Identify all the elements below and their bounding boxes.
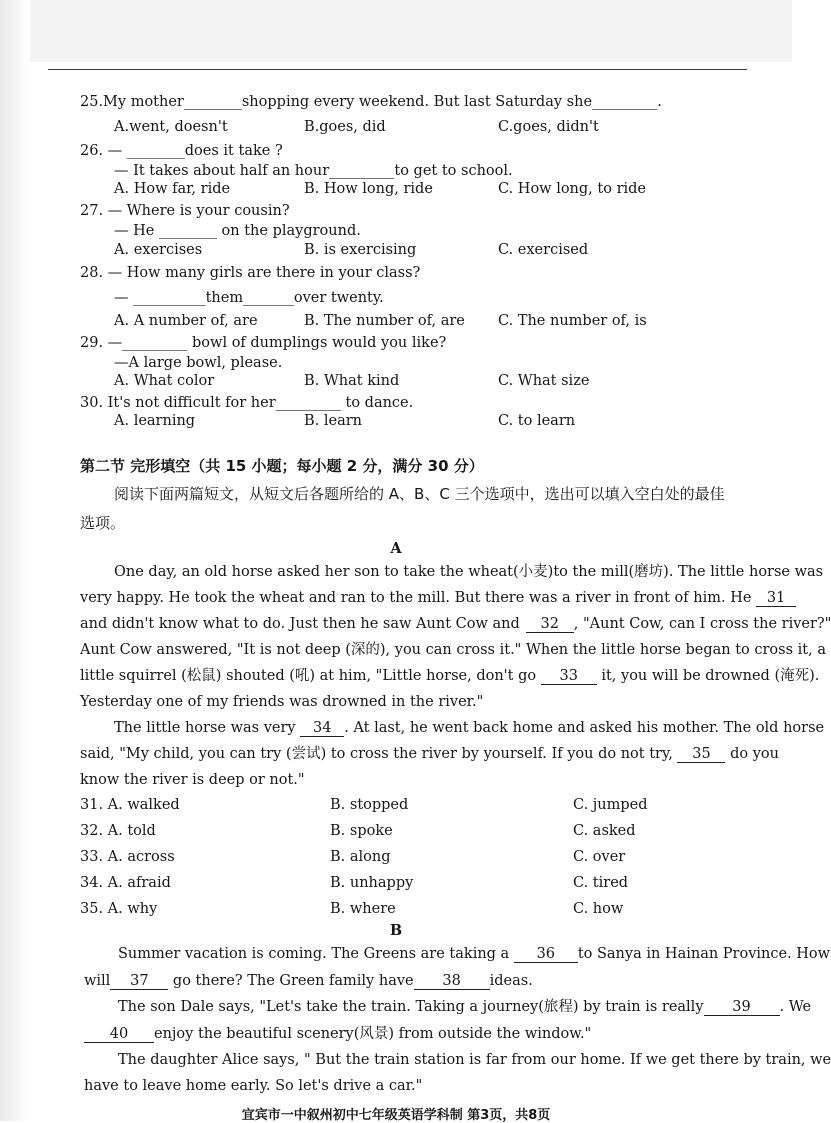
question-25-option-b: B.goes, did: [304, 119, 386, 135]
question-27-option-c: C. exercised: [498, 242, 589, 258]
question-29-option-b: B. What kind: [304, 373, 400, 389]
blank-40: 40: [84, 1026, 154, 1043]
question-26-stem: 26. — ________does it take ?: [80, 143, 283, 159]
question-26-option-b: B. How long, ride: [304, 181, 433, 197]
passage-b-line: have to leave home early. So let's drive a car.": [84, 1078, 423, 1094]
question-30-option-a: A. learning: [114, 413, 196, 429]
passage-b-text: . We: [779, 999, 812, 1015]
blank-37: 37: [110, 973, 168, 990]
question-27-stem-2: — He ________ on the playground.: [114, 223, 361, 239]
question-25-option-a: A.went, doesn't: [114, 119, 228, 135]
passage-a-line: [80, 744, 779, 764]
option-35-c: C. how: [573, 901, 624, 917]
passage-a-line: [114, 718, 824, 738]
passage-a-line: [80, 614, 831, 634]
blank-34: 34: [300, 720, 344, 737]
blank-31: 31: [756, 590, 796, 607]
option-33-a: 33. A. across: [80, 849, 175, 865]
option-32-a: 32. A. told: [80, 823, 156, 839]
blank-32: 32: [526, 616, 574, 633]
passage-a-line: Aunt Cow answered, "It is not deep (深的), you can cross it." When the little horse began to cross it, a: [80, 642, 826, 658]
question-27-stem: 27. — Where is your cousin?: [80, 203, 290, 219]
passage-a-line: Yesterday one of my friends was drowned in the river.": [80, 694, 484, 710]
option-33-c: C. over: [573, 849, 626, 865]
question-26-option-c: C. How long, to ride: [498, 181, 646, 197]
passage-b-text: enjoy the beautiful scenery(风景) from outside the window.": [154, 1026, 592, 1042]
option-32-b: B. spoke: [330, 823, 393, 839]
passage-a-text: and didn't know what to do. Just then he saw Aunt Cow and: [80, 616, 520, 632]
passage-a-text: . At last, he went back home and asked his mother. The old horse: [344, 720, 825, 736]
question-30-option-c: C. to learn: [498, 413, 576, 429]
question-28-option-a: A. A number of, are: [114, 313, 258, 329]
question-27-option-b: B. is exercising: [304, 242, 417, 258]
passage-b-line: The daughter Alice says, " But the train station is far from our home. If we get there by train, we: [118, 1052, 831, 1068]
option-34-a: 34. A. afraid: [80, 875, 171, 891]
option-31-b: B. stopped: [330, 797, 409, 813]
blank-39: 39: [704, 999, 780, 1016]
passage-a-line: One day, an old horse asked her son to take the wheat(小麦)to the mill(磨坊). The little horse was: [114, 564, 824, 580]
question-30-stem: 30. It's not difficult for her_________ to dance.: [80, 395, 414, 411]
passage-b-line: [118, 997, 811, 1017]
blank-38: 38: [414, 973, 490, 990]
passage-a-text: little squirrel (松鼠) shouted (吼) at him, "Little horse, don't go: [80, 668, 541, 684]
question-29-option-c: C. What size: [498, 373, 590, 389]
option-34-c: C. tired: [573, 875, 629, 891]
question-29-option-a: A. What color: [114, 373, 215, 389]
question-30-option-b: B. learn: [304, 413, 363, 429]
question-28-option-b: B. The number of, are: [304, 313, 465, 329]
question-28-option-c: C. The number of, is: [498, 313, 647, 329]
option-31-a: 31. A. walked: [80, 797, 180, 813]
passage-a-text: do you: [725, 746, 779, 762]
passage-b-text: will: [84, 973, 111, 989]
option-34-b: B. unhappy: [330, 875, 414, 891]
question-25-stem: 25.My mother________shopping every weekend. But last Saturday she_________.: [80, 94, 662, 110]
option-35-b: B. where: [330, 901, 396, 917]
passage-a-text: very happy. He took the wheat and ran to the mill. But there was a river in front of him. He: [80, 590, 757, 606]
passage-b-line: [118, 944, 830, 964]
passage-a-line: [80, 588, 796, 608]
passage-a-line: know the river is deep or not.": [80, 772, 305, 788]
blank-36: 36: [514, 946, 578, 963]
option-31-c: C. jumped: [573, 797, 648, 813]
passage-b-line: [84, 1024, 591, 1044]
question-29-stem: 29. —_________ bowl of dumplings would you like?: [80, 335, 447, 351]
passage-a-text: , "Aunt Cow, can I cross the river?": [573, 616, 831, 632]
section-instruction-line-2: 选项。: [80, 514, 126, 532]
passage-a-text: said, "My child, you can try (尝试) to cross the river by yourself. If you do not try,: [80, 746, 678, 762]
question-25-option-c: C.goes, didn't: [498, 119, 599, 135]
passage-b-text: ideas.: [489, 973, 533, 989]
header-rule: [48, 69, 747, 70]
passage-a-text: it, you will be drowned (淹死).: [596, 668, 820, 684]
scan-shadow-top: [0, 0, 792, 62]
question-28-stem: 28. — How many girls are there in your class?: [80, 265, 421, 281]
question-27-option-a: A. exercises: [114, 242, 203, 258]
passage-b-text: to Sanya in Hainan Province. How: [577, 946, 831, 962]
passage-b-text: The son Dale says, "Let's take the train. Taking a journey(旅程) by train is really: [118, 999, 704, 1015]
question-26-stem-2: — It takes about half an hour_________to get to school.: [114, 163, 513, 179]
option-35-a: 35. A. why: [80, 901, 158, 917]
question-29-stem-2: —A large bowl, please.: [114, 355, 283, 371]
passage-b-text: go there? The Green family have: [168, 973, 414, 989]
option-33-b: B. along: [330, 849, 391, 865]
passage-b-heading: B: [389, 922, 403, 939]
blank-33: 33: [541, 668, 597, 685]
section-instruction-line-1: 阅读下面两篇短文，从短文后各题所给的 A、B、C 三个选项中，选出可以填入空白处的最佳: [114, 485, 725, 503]
scan-shadow-left: [0, 0, 30, 1121]
passage-b-line: [84, 971, 533, 991]
question-26-option-a: A. How far, ride: [114, 181, 231, 197]
page-footer: 宜宾市一中叙州初中七年级英语学科制 第3页，共8页: [241, 1108, 551, 1123]
passage-a-heading: A: [390, 540, 402, 557]
blank-35: 35: [677, 746, 725, 763]
passage-b-text: Summer vacation is coming. The Greens are taking a: [118, 946, 514, 962]
question-28-stem-2: — __________them_______over twenty.: [114, 290, 384, 306]
passage-a-line: [80, 666, 819, 686]
passage-a-text: The little horse was very: [114, 720, 301, 736]
option-32-c: C. asked: [573, 823, 636, 839]
section-title: 第二节 完形填空（共 15 小题；每小题 2 分，满分 30 分）: [80, 457, 484, 475]
